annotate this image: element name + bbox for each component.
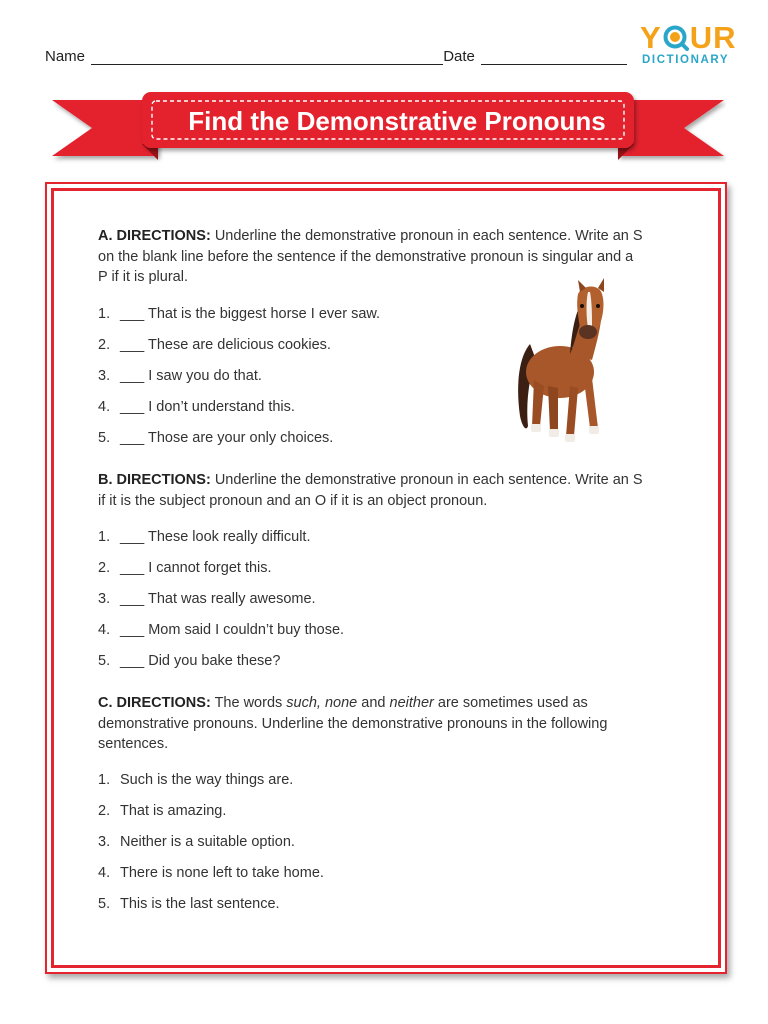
list-item: 2. ___ These are delicious cookies. [98,337,331,353]
worksheet-frame [45,182,727,974]
name-blank[interactable] [91,50,443,65]
list-item: 2. That is amazing. [98,803,227,819]
list-item: 5. ___ Those are your only choices. [98,430,334,446]
section-c-head: C. DIRECTIONS: [98,695,211,711]
list-item: 1. ___ These look really difficult. [98,529,311,545]
list-item: 3. Neither is a suitable option. [98,834,295,850]
section-c-directions: C. DIRECTIONS: The words such, none and neither are sometimes used as demonstrative pronouns. Underline the demonstrative pronouns in the following sentences. [98,695,608,752]
list-item: 4. There is none left to take home. [98,865,324,881]
list-item: 1. ___ That is the biggest horse I ever saw. [98,306,381,322]
name-label: Name [45,48,86,65]
section-a-head: A. DIRECTIONS: [98,228,211,244]
list-item: 3. ___ That was really awesome. [98,591,316,607]
logo-dictionary-text: DICTIONARY [642,54,730,66]
list-item: 5. ___ Did you bake these? [98,653,281,669]
section-b-text: Underline the demonstrative pronoun in each sentence. Write an S if it is the subject pronoun and an O if it is an object pronoun. [98,472,643,509]
list-item: 3. ___ I saw you do that. [98,368,262,384]
page-title: Find the Demonstrative Pronouns [188,105,606,136]
date-label: Date [443,48,475,65]
section-a-text: Underline the demonstrative pronoun in each sentence. Write an S on the blank line before the sentence if the demonstrative pronoun is singular and a P if it is plural. [98,228,643,285]
list-item: 4. ___ I don’t understand this. [98,399,295,415]
horse-illustration [512,276,612,456]
section-b-directions [98,470,643,511]
list-item: 1. Such is the way things are. [98,772,294,788]
section-b-head: B. DIRECTIONS: [98,472,211,488]
list-item: 5. This is the last sentence. [98,896,280,912]
date-blank[interactable] [481,50,627,65]
list-item: 2. ___ I cannot forget this. [98,560,272,576]
emphasis-neither: neither [389,695,434,711]
list-item: 4. ___ Mom said I couldn’t buy those. [98,622,345,638]
logo-your-text: Y UR [640,20,737,55]
magnifier-icon [663,25,689,51]
yourdictionary-logo[interactable] [640,22,745,72]
emphasis-such-none: such, none [286,695,358,711]
name-date-line [45,48,627,65]
